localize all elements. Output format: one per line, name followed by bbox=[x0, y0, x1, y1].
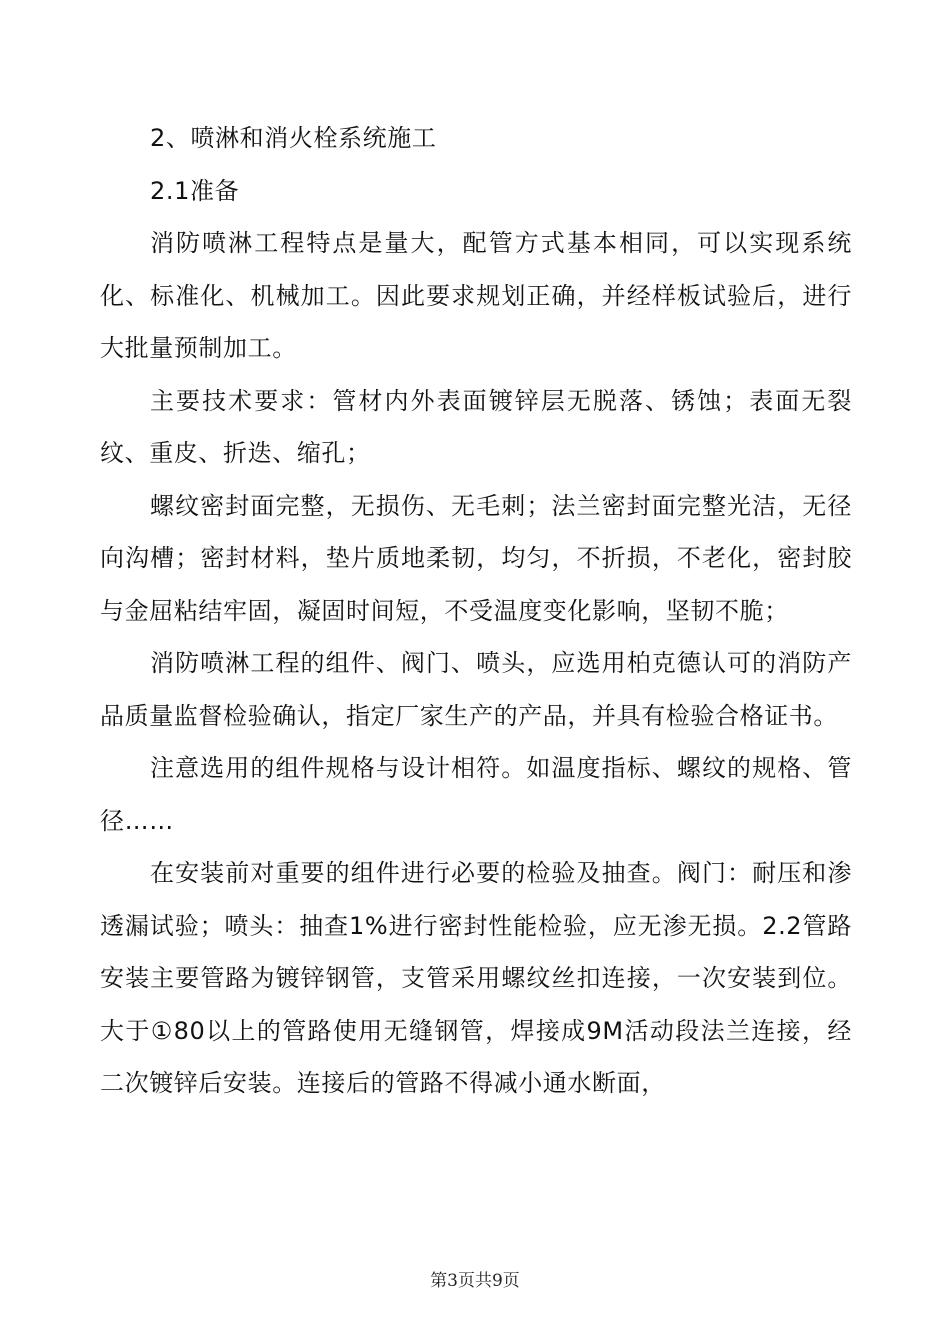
paragraph-components: 消防喷淋工程的组件、阀门、喷头，应选用柏克德认可的消防产品质量监督检验确认，指定厂家生产的产品，并具有检验合格证书。 bbox=[100, 649, 852, 730]
paragraph-specifications: 注意选用的组件规格与设计相符。如温度指标、螺纹的规格、管径…… bbox=[100, 754, 852, 835]
paragraph-technical-requirements: 主要技术要求：管材内外表面镀锌层无脱落、锈蚀；表面无裂纹、重皮、折迭、缩孔； bbox=[100, 386, 852, 467]
section-heading: 2、喷淋和消火栓系统施工 bbox=[150, 124, 437, 152]
paragraph-inspection-and-piping: 在安装前对重要的组件进行必要的检验及抽查。阀门：耐压和渗透漏试验；喷头：抽查1%进行密封性能检验，应无渗无损。2.2管路安装主要管路为镀锌钢管，支管采用螺纹丝扣连接，一次安装到位。大于①80以上的管路使用无缝钢管，焊接成9M活动段法兰连接，经二次镀锌后安装。连接后的管路不得减小通水断面， bbox=[100, 859, 852, 1097]
document-body bbox=[100, 112, 852, 1110]
subsection-heading: 2.1准备 bbox=[150, 176, 240, 205]
page-number-footer: 第3页共9页 bbox=[430, 1271, 520, 1291]
paragraph-sealing-requirements: 螺纹密封面完整，无损伤、无毛刺；法兰密封面完整光洁，无径向沟槽；密封材料，垫片质地柔韧，均匀，不折损，不老化，密封胶与金屈粘结牢固，凝固时间短，不受温度变化影响，坚韧不脆； bbox=[100, 491, 852, 625]
paragraph-intro: 消防喷淋工程特点是量大，配管方式基本相同，可以实现系统化、标准化、机械加工。因此要求规划正确，并经样板试验后，进行大批量预制加工。 bbox=[100, 229, 852, 362]
